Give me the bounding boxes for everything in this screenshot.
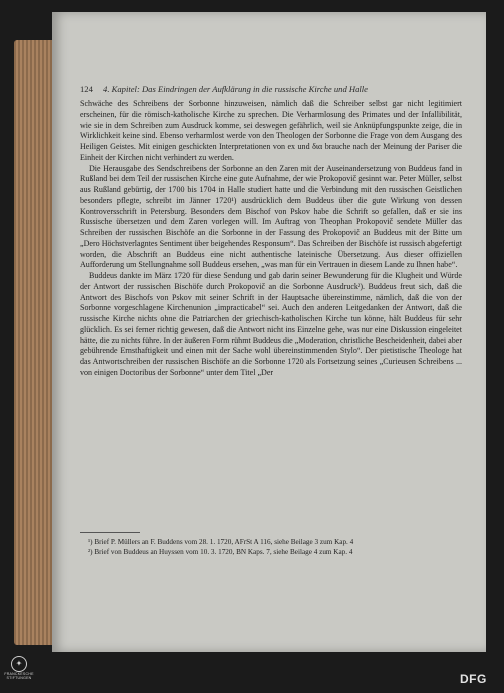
- footnotes: [80, 537, 462, 557]
- logo-emblem-icon: ✦: [11, 656, 27, 672]
- footnote-rule: [80, 532, 140, 533]
- institution-logo: [4, 656, 34, 690]
- running-header: [80, 84, 460, 94]
- page-number: 124: [80, 84, 93, 94]
- dfg-watermark: DFG: [460, 672, 487, 686]
- book-page-edges: [14, 40, 54, 645]
- paragraph-3: Buddeus dankte im März 1720 für diese Sendung und gab darin seiner Bewunderung für die Klugheit und Würde der Antwort der russischen Bischöfe durch Prokopovič an die Sorbonne Ausdruck²). Buddeus freut sich, daß die Antwort des Bischofs von Pskov mit seiner Schrift in der Hauptsache übereinstimme, nämlich, daß die von der Sorbonne vorgeschlagene Kirchenunion „impracticabel“ sei. Auch den anderen Leitgedanken der Antwort, daß die russische Kirche nichts ohne die Patriarchen der griechisch-katholischen Kirche tun könne, hält Buddeus für sehr glücklich. Es sei ferner richtig gewesen, daß die Antwort nicht ins Einzelne gehe, was nur eine Diskussion eingeleitet hätte, die zu nichts führe. In der äußeren Form rühmt Buddeus die „Moderation, christliche Bescheidenheit, dabei aber gebührende Ernsthaftigkeit und einen mit der Sache wohl übereinstimmenden Stylo“. Der pietistische Theologe hat das Antwortschreiben der russischen Bischöfe an die Sorbonne 1720 als Fortsetzung seines „Curieusen Schreibens ... von einigen Doctoribus der Sorbonne“ unter dem Titel „Der: [80, 271, 462, 377]
- paragraph-2: Die Herausgabe des Sendschreibens der Sorbonne an den Zaren mit der Auseinandersetzung von Buddeus fand in Rußland bei dem Teil der russischen Kirche eine gute Aufnahme, der wie Prokopovič gesinnt war. Peter Müller, selbst aus Rußland gebürtig, der 1700 bis 1704 in Halle studiert hatte und die Verbindung mit den russischen Geistlichen besonders pflegte, schreibt im Jänner 1720¹) ausdrücklich dem Buddeus über die gute Wirkung von dessen Kontroversschrift in Petersburg. Besonders dem Bischof von Pskov habe die Schrift so gefallen, daß er sie ins Russische übersetzen und dem Zaren vorlegen will. Im Auftrag von Theophan Prokopovič sendete Müller das Schreiben der russischen Bischöfe an die Sorbonne in der Fassung des Prokopovič an Buddeus mit der Bitte um „Dero Höchstverlagntes Sentiment über beigehendes Responsum“. Das Schreiben der Bischöfe ist russisch abgefertigt worden, die Abschrift an Buddeus eine nicht authentische lateinische Übersetzung. Aus dieser offiziellen Aufforderung um Stellungnahme soll Buddeus ersehen, „was man für ein Vertrauen in diesem Lande zu Ihnen habe“.: [80, 163, 462, 270]
- body-text: [80, 99, 462, 379]
- logo-line-2: STIFTUNGEN: [6, 676, 32, 681]
- footnote-2: ²) Brief von Buddeus an Huyssen vom 10. 3. 1720, BN Kaps. 7, siehe Beilage 4 zum Kap. 4: [88, 548, 353, 557]
- logo-line-1: FRANCKESCHE: [4, 672, 34, 676]
- running-title: 4. Kapitel: Das Eindringen der Aufklärung in die russische Kirche und Halle: [103, 84, 368, 94]
- paragraph-1: Schwäche des Schreibens der Sorbonne hinzuweisen, nämlich daß die Schreiber selbst gar nicht legitimiert erscheinen, für die römisch-katholische Kirche zu sprechen. Die Verharmlosung des Primates und der Infallibilität, wie sie in dem Schreiben zum Ausdruck komme, sei deswegen gefährlich, weil sie Anknüpfungspunkte zeige, die in Wirklichkeit keine sind. Ebenso verharmlost werde von den Theologen der Sorbonne die Frage von dem Ausgang des Heiligen Geistes. Mit einigen geschickten Interpretationen von ex und δια brauche nach der Meinung der Pariser die Einheit der Kirchen nicht verhindert zu werden.: [80, 99, 462, 162]
- footnote-1: ¹) Brief P. Müllers an F. Buddens vom 28. 1. 1720, AFrSt A 116, siehe Beilage 3 zum Kap. 4: [88, 538, 354, 546]
